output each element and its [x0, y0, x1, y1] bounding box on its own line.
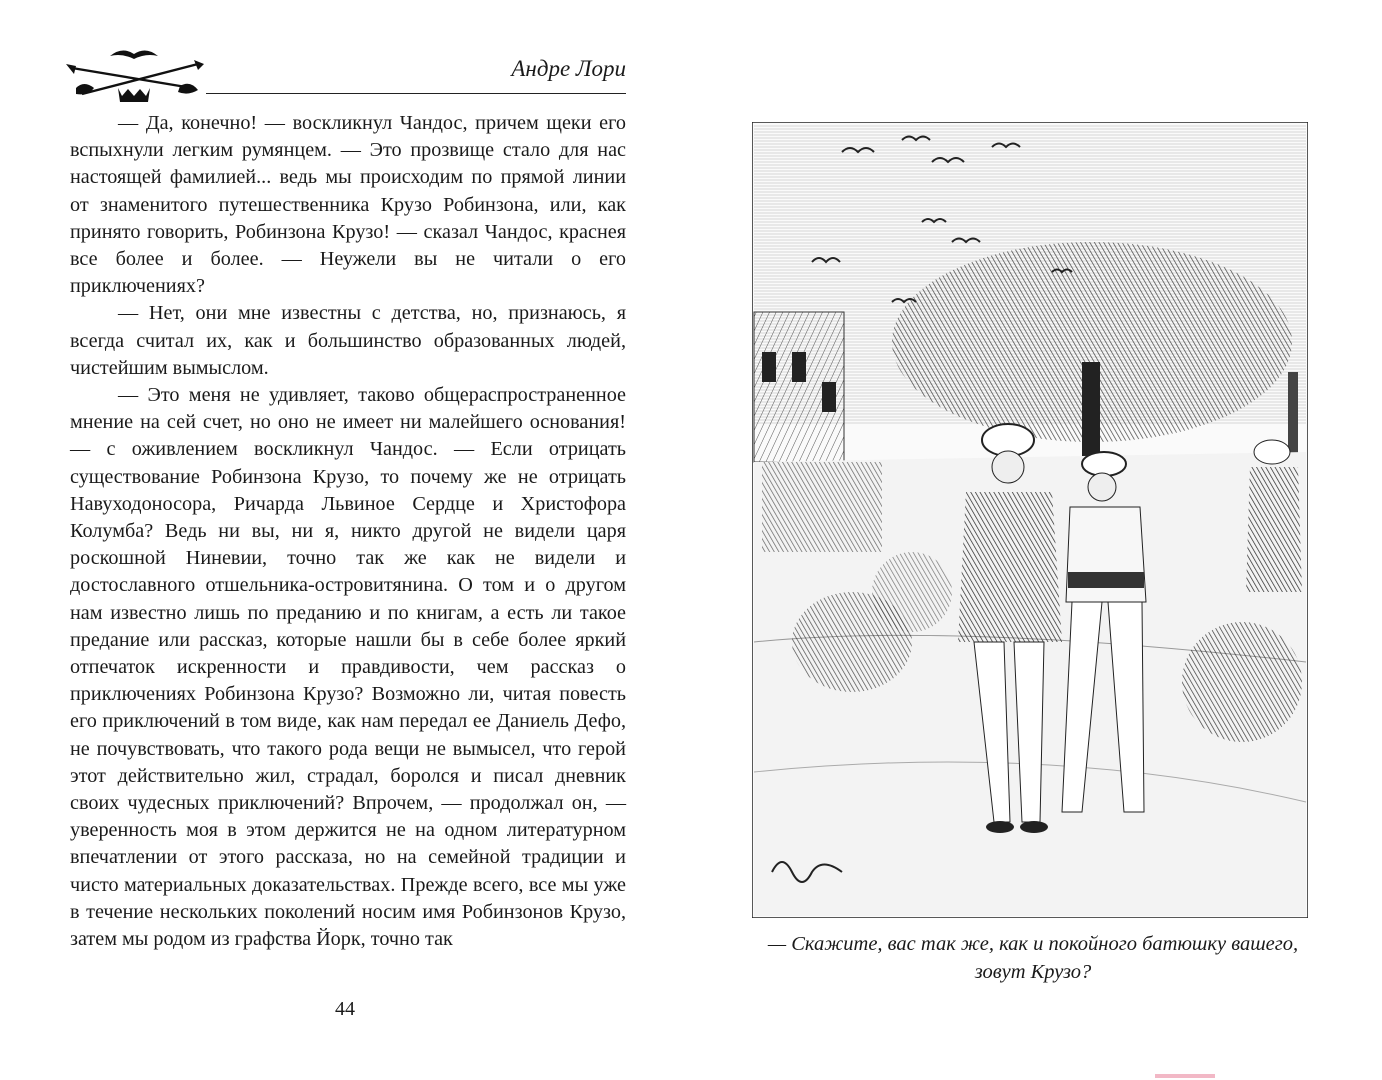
caption-line-1: — Скажите, вас так же, как и покойного батюшку вашего,: [767, 933, 1299, 955]
engraving-illustration: [752, 122, 1308, 918]
page-edge-mark: [1155, 1074, 1215, 1078]
crossed-swords-crown-bird-icon: [62, 44, 208, 106]
caption-line-2: зовут Крузо?: [974, 961, 1092, 983]
illustration-caption: [726, 930, 1340, 986]
paragraph-1: — Да, конечно! — воскликнул Чандос, причем щеки его вспыхнули легким румянцем. — Это прозвище стало для нас настоящей фамилией... ведь мы происходим по прямой линии от знаменитого путешественника Крузо Робинзона, или, как принято говорить, Робинзона Крузо! — сказал Чандос, краснея все более и более. — Неужели вы не читали о его приключениях?: [70, 112, 626, 298]
body-text: [70, 110, 626, 953]
right-page: [690, 0, 1382, 1080]
page-number: 44: [335, 998, 355, 1020]
running-head-author: Андре Лори: [511, 56, 626, 81]
paragraph-3: — Это меня не удивляет, таково общераспространенное мнение на сей счет, но оно не имеет ни малейшего основания! — с оживлением воскликнул Чандос. — Если отрицать существование Робинзона Крузо, то почему же не отрицать Навуходоносора, Ричарда Львиное Сердце и Христофора Колумба? Ведь ни вы, ни я, никто другой не видели царя роскошной Ниневии, точно так же как не видели и достославного отшельника-островитянина. О том и о другом нам известно лишь по преданию и по книгам, а есть ли такое предание или рассказ, которые нашли бы в себе более яркий отпечаток искренности и правдивости, чем рассказ о приключениях Робинзона Крузо? Возможно ли, читая повесть его приключений в том виде, как нам передал ее Даниель Дефо, не почувствовать, что такого рода вещи не вымысел, что герой этот действительно жил, страдал, боролся и писал дневник своих чудесных приключений? Впрочем, — продолжал он, — уверенность моя в этом держится не на одном литературном впечатлении от этого рассказа, но на семейной традиции и чисто материальных доказательствах. Прежде всего, все мы уже в течение нескольких поколений носим имя Робинзонов Крузо, затем мы родом из графства Йорк, точно так: [70, 384, 626, 951]
left-page: [0, 0, 690, 1080]
paragraph-2: — Нет, они мне известны с детства, но, признаюсь, я всегда считал их, как и большинство образованных людей, чистейшим вымыслом.: [70, 302, 626, 379]
header-rule: [206, 93, 626, 94]
